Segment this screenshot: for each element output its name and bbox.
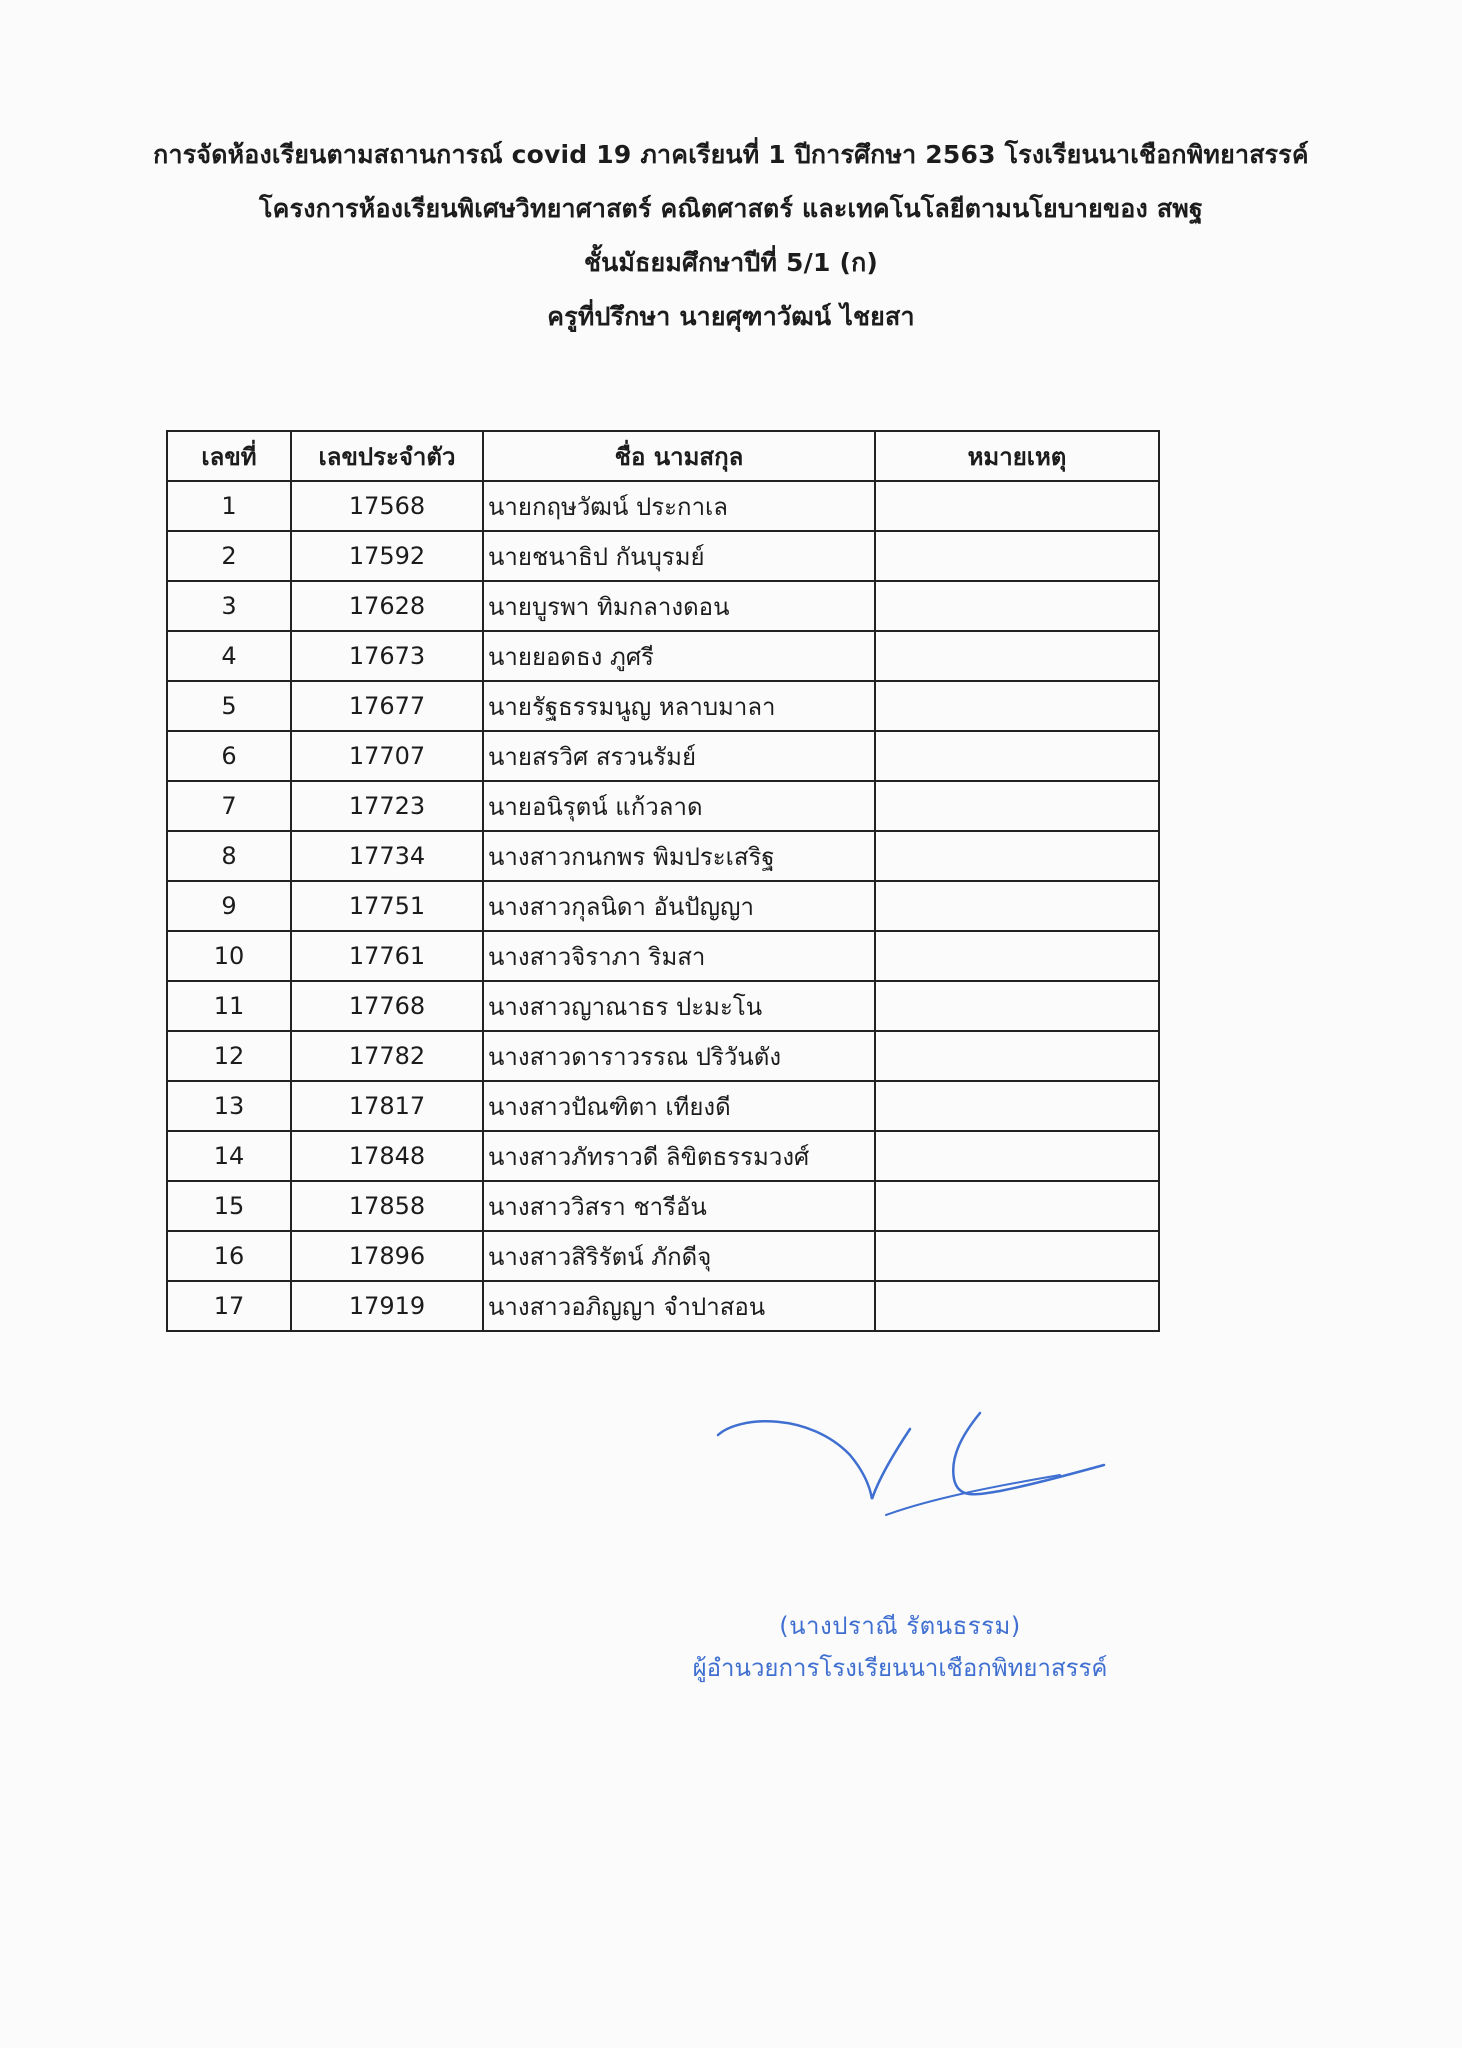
document-title: การจัดห้องเรียนตามสถานการณ์ covid 19 ภาคเรียนที่ 1 ปีการศึกษา 2563 โรงเรียนนาเชือกพิทยาสรรค์	[153, 140, 1309, 169]
advisor-teacher: ครูที่ปรึกษา นายศุฑาวัฒน์ ไชยสา	[547, 302, 915, 331]
cell-student-id: 17782	[291, 1031, 483, 1081]
document-header	[0, 128, 1462, 344]
cell-student-id: 17628	[291, 581, 483, 631]
cell-student-id: 17858	[291, 1181, 483, 1231]
cell-remarks	[875, 781, 1159, 831]
cell-student-id: 17677	[291, 681, 483, 731]
table-row	[167, 1281, 1159, 1331]
cell-remarks	[875, 931, 1159, 981]
cell-full-name: นายสรวิศ สรวนรัมย์	[483, 731, 875, 781]
table-row	[167, 731, 1159, 781]
table-row	[167, 881, 1159, 931]
cell-number: 11	[167, 981, 291, 1031]
director-name: (นางปราณี รัตนธรรม)	[779, 1612, 1021, 1640]
table-row	[167, 831, 1159, 881]
header-full-name: ชื่อ นามสกุล	[483, 431, 875, 481]
table-row	[167, 531, 1159, 581]
class-level: ชั้นมัธยมศึกษาปีที่ 5/1 (ก)	[583, 248, 879, 277]
cell-full-name: นางสาววิสรา ชารีอัน	[483, 1181, 875, 1231]
header-number: เลขที่	[167, 431, 291, 481]
cell-full-name: นายรัฐธรรมนูญ หลาบมาลา	[483, 681, 875, 731]
header-remarks: หมายเหตุ	[875, 431, 1159, 481]
table-header-row	[167, 431, 1159, 481]
cell-student-id: 17751	[291, 881, 483, 931]
table-row	[167, 931, 1159, 981]
director-title: ผู้อำนวยการโรงเรียนนาเชือกพิทยาสรรค์	[692, 1654, 1108, 1682]
cell-student-id: 17592	[291, 531, 483, 581]
cell-remarks	[875, 631, 1159, 681]
cell-full-name: นางสาวปัณฑิตา เทียงดี	[483, 1081, 875, 1131]
header-student-id: เลขประจำตัว	[291, 431, 483, 481]
cell-student-id: 17817	[291, 1081, 483, 1131]
table-row	[167, 581, 1159, 631]
cell-full-name: นายกฤษวัฒน์ ประกาเล	[483, 481, 875, 531]
cell-student-id: 17761	[291, 931, 483, 981]
cell-number: 8	[167, 831, 291, 881]
table-row	[167, 681, 1159, 731]
cell-number: 5	[167, 681, 291, 731]
cell-full-name: นางสาวกุลนิดา อันปัญญา	[483, 881, 875, 931]
cell-remarks	[875, 731, 1159, 781]
cell-number: 12	[167, 1031, 291, 1081]
cell-remarks	[875, 831, 1159, 881]
cell-remarks	[875, 481, 1159, 531]
cell-full-name: นายชนาธิป กันบุรมย์	[483, 531, 875, 581]
cell-full-name: นายบูรพา ทิมกลางดอน	[483, 581, 875, 631]
cell-remarks	[875, 1031, 1159, 1081]
table-row	[167, 1181, 1159, 1231]
cell-number: 15	[167, 1181, 291, 1231]
cell-remarks	[875, 1081, 1159, 1131]
cell-full-name: นางสาวสิริรัตน์ ภักดีจุ	[483, 1231, 875, 1281]
cell-full-name: นางสาวอภิญญา จำปาสอน	[483, 1281, 875, 1331]
student-roster-table	[166, 430, 1160, 1332]
cell-student-id: 17848	[291, 1131, 483, 1181]
cell-full-name: นางสาวดาราวรรณ ปริวันตัง	[483, 1031, 875, 1081]
table-row	[167, 1031, 1159, 1081]
cell-number: 13	[167, 1081, 291, 1131]
cell-number: 2	[167, 531, 291, 581]
cell-number: 3	[167, 581, 291, 631]
cell-full-name: นายยอดธง ภูศรี	[483, 631, 875, 681]
cell-remarks	[875, 581, 1159, 631]
cell-full-name: นายอนิรุตน์ แก้วลาด	[483, 781, 875, 831]
cell-remarks	[875, 981, 1159, 1031]
table-row	[167, 1231, 1159, 1281]
cell-number: 17	[167, 1281, 291, 1331]
signature-mark	[700, 1395, 1120, 1535]
cell-student-id: 17707	[291, 731, 483, 781]
table-row	[167, 1081, 1159, 1131]
table-row	[167, 981, 1159, 1031]
cell-full-name: นางสาวกนกพร พิมประเสริฐ	[483, 831, 875, 881]
cell-student-id: 17568	[291, 481, 483, 531]
table-row	[167, 481, 1159, 531]
roster-body	[167, 481, 1159, 1331]
cell-student-id: 17673	[291, 631, 483, 681]
cell-number: 7	[167, 781, 291, 831]
cell-remarks	[875, 681, 1159, 731]
cell-full-name: นางสาวญาณาธร ปะมะโน	[483, 981, 875, 1031]
cell-remarks	[875, 1281, 1159, 1331]
cell-remarks	[875, 531, 1159, 581]
cell-full-name: นางสาวภัทราวดี ลิขิตธรรมวงศ์	[483, 1131, 875, 1181]
table-row	[167, 631, 1159, 681]
program-name: โครงการห้องเรียนพิเศษวิทยาศาสตร์ คณิตศาสตร์ และเทคโนโลยีตามนโยบายของ สพฐ	[259, 194, 1203, 223]
cell-student-id: 17768	[291, 981, 483, 1031]
cell-student-id: 17896	[291, 1231, 483, 1281]
cell-student-id: 17919	[291, 1281, 483, 1331]
cell-number: 4	[167, 631, 291, 681]
cell-number: 1	[167, 481, 291, 531]
cell-number: 14	[167, 1131, 291, 1181]
cell-number: 16	[167, 1231, 291, 1281]
cell-student-id: 17723	[291, 781, 483, 831]
cell-remarks	[875, 1231, 1159, 1281]
cell-number: 9	[167, 881, 291, 931]
cell-number: 6	[167, 731, 291, 781]
cell-full-name: นางสาวจิราภา ริมสา	[483, 931, 875, 981]
cell-remarks	[875, 881, 1159, 931]
cell-student-id: 17734	[291, 831, 483, 881]
cell-number: 10	[167, 931, 291, 981]
cell-remarks	[875, 1131, 1159, 1181]
table-row	[167, 781, 1159, 831]
cell-remarks	[875, 1181, 1159, 1231]
table-row	[167, 1131, 1159, 1181]
